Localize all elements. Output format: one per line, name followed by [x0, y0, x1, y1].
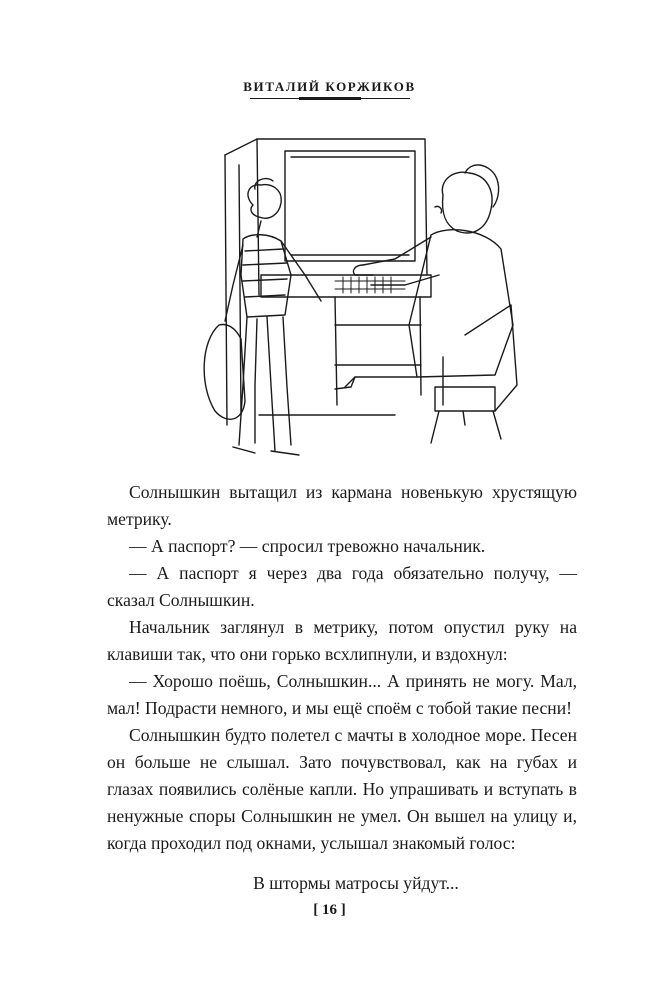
paragraph: — А паспорт я через два года обязательно получу, — сказал Солнышкин.	[107, 563, 577, 610]
paragraph: Солнышкин вытащил из кармана новенькую хрустящую метрику.	[107, 482, 577, 529]
verse-line: В штормы матросы уйдут...	[253, 873, 459, 893]
boy-drawing	[204, 179, 321, 455]
paragraph: — Хорошо поёшь, Солнышкин... А принять не могу. Мал, мал! Подрасти немного, и мы ещё споём с тобой такие песни!	[107, 671, 577, 718]
running-header	[0, 78, 659, 96]
body-text	[107, 479, 577, 897]
chair-drawing	[431, 305, 517, 443]
paragraph: Солнышкин будто полетел с мачты в холодное море. Песен он больше не слышал. Зато почувствовал, как на губах и глазах появились солёные капли. Но упрашивать и вступать в ненужные споры Солнышкин не умел. Он вышел на улицу и, когда проходил под окнами, услышал знакомый голос:	[107, 725, 577, 853]
header-rule-accent	[299, 97, 361, 100]
piano-scene-illustration	[195, 125, 525, 465]
piano-drawing	[225, 139, 431, 425]
paragraph: Начальник заглянул в метрику, потом опустил руку на клавиши так, что они горько всхлипнули, и вздохнул:	[107, 617, 577, 664]
man-drawing	[335, 165, 513, 405]
page-number: [ 16 ]	[313, 902, 346, 918]
paragraph: — А паспорт? — спросил тревожно начальник.	[129, 536, 486, 556]
book-author: ВИТАЛИЙ КОРЖИКОВ	[243, 79, 416, 94]
